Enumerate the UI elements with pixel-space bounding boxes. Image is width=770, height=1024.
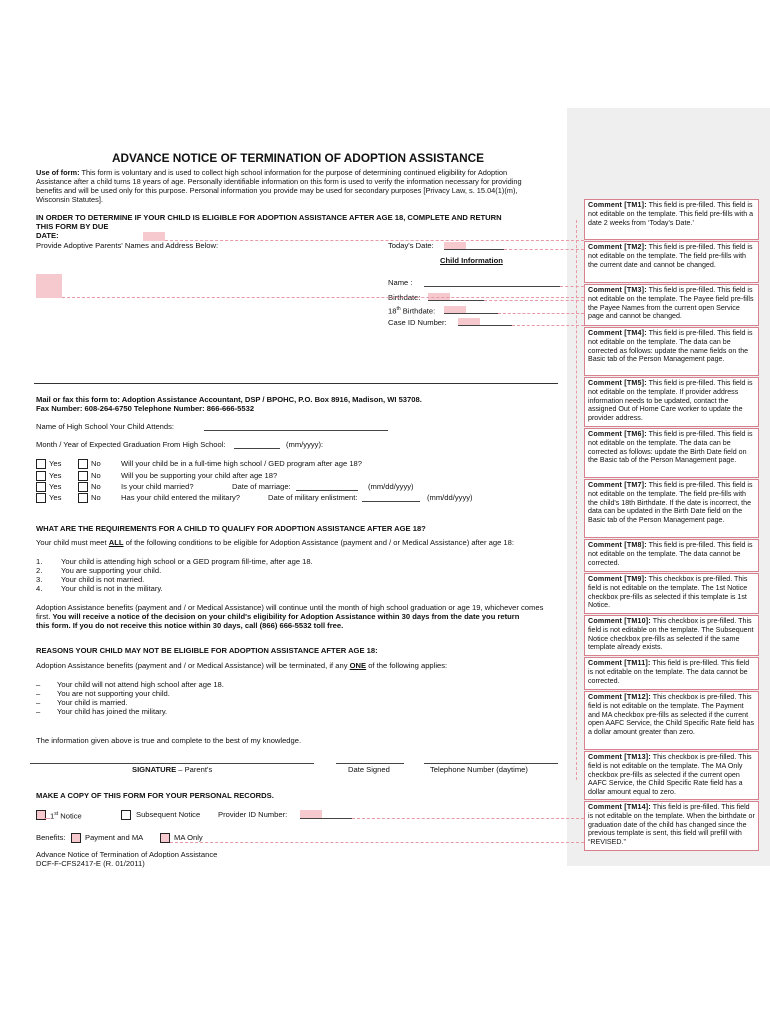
graduation-label: Month / Year of Expected Graduation From High School: bbox=[36, 440, 226, 449]
req-num-3: 3. bbox=[36, 575, 43, 584]
no-label: No bbox=[91, 482, 101, 491]
comment-label: Comment [TM4]: bbox=[588, 329, 647, 337]
comment-text: This checkbox is pre-filled. This field is not editable on the template. The Payment and MA checkbox pre-fills as selected if the current open AAFC Service, the Child Specific Rate field has a dollar amount greater than zero. bbox=[588, 693, 754, 737]
footer-form-number: DCF-F-CFS2417-E (R. 01/2011) bbox=[36, 859, 145, 868]
signature-label bbox=[132, 765, 212, 774]
connector bbox=[62, 297, 584, 298]
enlistment-date-unit: (mm/dd/yyyy) bbox=[427, 493, 473, 502]
comment-label: Comment [TM14]: bbox=[588, 803, 651, 811]
graduation-field[interactable] bbox=[234, 448, 280, 449]
provider-id-field[interactable] bbox=[300, 810, 322, 818]
n1-sup: st bbox=[54, 811, 59, 817]
n1-rest: Notice bbox=[58, 811, 82, 821]
comment-text: This field is pre-filled. This field is not editable on the template. The field pre-fills with the current date and cannot be changed. bbox=[588, 243, 753, 269]
connector bbox=[560, 286, 584, 287]
b18-rest: Birthdate: bbox=[400, 306, 436, 316]
comment-label: Comment [TM8]: bbox=[588, 541, 647, 549]
comment-tm2 bbox=[584, 241, 759, 283]
case-id-label: Case ID Number: bbox=[388, 318, 447, 327]
comment-text: This checkbox is pre-filled. This field is not editable on the template. The MA Only checkbox pre-fills as selected if the current open AAFC Service, the Child Specific Rate field has a dollar amount equal to zero. bbox=[588, 753, 752, 797]
comment-tm4 bbox=[584, 327, 759, 376]
q3-yes-checkbox[interactable] bbox=[36, 482, 46, 492]
comment-label: Comment [TM10]: bbox=[588, 617, 651, 625]
copy-notice: MAKE A COPY OF THIS FORM FOR YOUR PERSONAL RECORDS. bbox=[36, 791, 274, 800]
yes-label: Yes bbox=[49, 493, 62, 502]
b18-num: 18 bbox=[388, 306, 397, 316]
req-text-3: Your child is not married. bbox=[61, 575, 145, 584]
question-2: Will you be supporting your child after age 18? bbox=[121, 471, 278, 480]
connector bbox=[498, 313, 584, 314]
use-text-4: Wisconsin Statutes]. bbox=[36, 195, 103, 204]
connector bbox=[165, 240, 584, 241]
name-line[interactable] bbox=[424, 286, 560, 287]
subsequent-notice-label: Subsequent Notice bbox=[136, 810, 201, 819]
req-num-2: 2. bbox=[36, 566, 43, 575]
comment-label: Comment [TM7]: bbox=[588, 481, 647, 489]
reasons-pre: Adoption Assistance benefits (payment and / or Medical Assistance) will be terminated, if any bbox=[36, 661, 350, 670]
q2-no-checkbox[interactable] bbox=[78, 471, 88, 481]
reasons-intro bbox=[36, 661, 447, 670]
first-notice-label bbox=[50, 810, 82, 821]
comment-tm1 bbox=[584, 199, 759, 240]
provider-id-line bbox=[300, 818, 352, 819]
yes-label: Yes bbox=[49, 482, 62, 491]
sig-rest: – Parent's bbox=[176, 765, 213, 774]
subsequent-notice-checkbox[interactable] bbox=[121, 810, 131, 820]
connector bbox=[576, 220, 577, 780]
high-school-field[interactable] bbox=[204, 430, 388, 431]
comment-text: This checkbox is pre-filled. This field is not editable on the template. The 1st Notice checkbox pre-fills as selected if this template is 1st Notice. bbox=[588, 575, 748, 610]
req-post: of the following conditions to be eligible for Adoption Assistance (payment and / or Medical Assistance) after age 18: bbox=[123, 538, 514, 547]
due-date-label: DATE: bbox=[36, 231, 59, 240]
comment-label: Comment [TM6]: bbox=[588, 430, 647, 438]
q1-no-checkbox[interactable] bbox=[78, 459, 88, 469]
due-date-field[interactable] bbox=[143, 232, 165, 241]
comment-text: This field is pre-filled. This field is not editable on the template. The field pre-fills with the child's 18th Birthdate. If the date is incorrect, the data can be updated in the Birth Date field on the Basic tab of the Person Management page. bbox=[588, 481, 753, 525]
connector bbox=[170, 842, 584, 843]
comment-tm5 bbox=[584, 377, 759, 427]
birthdate-18-label bbox=[388, 305, 435, 316]
requirements-intro bbox=[36, 538, 514, 547]
connector bbox=[484, 300, 584, 301]
comment-tm8 bbox=[584, 539, 759, 572]
mail-line-2: Fax Number: 608-264-6750 Telephone Number: 866-666-5532 bbox=[36, 404, 255, 413]
benefits-label: Benefits: bbox=[36, 833, 66, 842]
cont-2b: You will receive a notice of the decision on your child's eligibility for Adoption Assistance within 30 days from the date you return bbox=[52, 612, 520, 621]
reason-text-3: Your child is married. bbox=[57, 698, 128, 707]
todays-date-label: Today's Date: bbox=[388, 241, 434, 250]
comment-text: This field is pre-filled. This field is not editable on the template. The data can be corrected as follows: update the name fields on the Basic tab of the Person Management page. bbox=[588, 329, 753, 364]
comment-tm6 bbox=[584, 428, 759, 478]
no-label: No bbox=[91, 471, 101, 480]
use-label: Use of form: bbox=[36, 168, 80, 177]
connector bbox=[44, 818, 50, 819]
continue-2 bbox=[36, 612, 519, 621]
marriage-date-field[interactable] bbox=[296, 490, 358, 491]
requirements-heading: WHAT ARE THE REQUIREMENTS FOR A CHILD TO QUALIFY FOR ADOPTION ASSISTANCE AFTER AGE 18? bbox=[36, 524, 426, 533]
provide-label: Provide Adoptive Parents' Names and Address Below: bbox=[36, 241, 219, 250]
no-label: No bbox=[91, 493, 101, 502]
connector bbox=[512, 325, 584, 326]
req-text-1: Your child is attending high school or a GED program fill-time, after age 18. bbox=[61, 557, 313, 566]
ma-only-checkbox[interactable] bbox=[160, 833, 170, 843]
yes-label: Yes bbox=[49, 471, 62, 480]
use-text-2: Assistance after a child turns 18 years of age. Personally identifiable information on this form is used to verify the information necessary for providing bbox=[36, 177, 522, 186]
comment-label: Comment [TM11]: bbox=[588, 659, 651, 667]
marriage-date-label: Date of marriage: bbox=[232, 482, 291, 491]
comment-label: Comment [TM13]: bbox=[588, 753, 651, 761]
comment-tm12 bbox=[584, 691, 759, 750]
question-4: Has your child entered the military? bbox=[121, 493, 241, 502]
q4-yes-checkbox[interactable] bbox=[36, 493, 46, 503]
comment-tm3 bbox=[584, 284, 759, 326]
date-signed-label: Date Signed bbox=[348, 765, 390, 774]
comment-label: Comment [TM5]: bbox=[588, 379, 647, 387]
reason-dash-1: – bbox=[36, 680, 41, 689]
comment-tm7 bbox=[584, 479, 759, 538]
comment-tm9 bbox=[584, 573, 759, 614]
page-title: ADVANCE NOTICE OF TERMINATION OF ADOPTION ASSISTANCE bbox=[112, 151, 485, 165]
signature-line[interactable] bbox=[30, 763, 314, 764]
comment-label: Comment [TM2]: bbox=[588, 243, 647, 251]
instruction-1: IN ORDER TO DETERMINE IF YOUR CHILD IS ELIGIBLE FOR ADOPTION ASSISTANCE AFTER AGE 18, COMPLETE AND RETURN bbox=[36, 213, 502, 222]
divider bbox=[34, 383, 558, 384]
reason-dash-3: – bbox=[36, 698, 41, 707]
graduation-unit: (mm/yyyy): bbox=[286, 440, 324, 449]
use-text-3: benefits and will be used only for this purpose. Personal information you provide may be used for secondary purposes [Privacy Law, s. 15.04(1)(m), bbox=[36, 186, 518, 195]
date-signed-line[interactable] bbox=[336, 763, 404, 764]
birthdate-line bbox=[428, 300, 484, 301]
comment-text: This field is pre-filled. This field is not editable on the template. The data cannot be corrected. bbox=[588, 659, 750, 685]
telephone-line[interactable] bbox=[424, 763, 558, 764]
comment-label: Comment [TM1]: bbox=[588, 201, 647, 209]
enlistment-date-label: Date of military enlistment: bbox=[268, 493, 358, 502]
use-text-1: This form is voluntary and is used to collect high school information for the purpose of determining continued eligibility for Adoption bbox=[81, 168, 508, 177]
req-all: ALL bbox=[108, 538, 124, 547]
q1-yes-checkbox[interactable] bbox=[36, 459, 46, 469]
attestation: The information given above is true and complete to the best of my knowledge. bbox=[36, 736, 302, 745]
connector bbox=[504, 249, 584, 250]
comment-text: This field is pre-filled. This field is not editable on the template. If provider address information needs to be updated, contact the assigned Out of Home Care worker to update the provider address. bbox=[588, 379, 753, 423]
reason-dash-4: – bbox=[36, 707, 41, 716]
ma-only-label: MA Only bbox=[174, 833, 203, 842]
continue-1: Adoption Assistance benefits (payment and / or Medical Assistance) will continue until the month of high school graduation or age 19, whichever comes bbox=[36, 603, 544, 612]
comment-tm10 bbox=[584, 615, 759, 656]
sig-bold: SIGNATURE bbox=[132, 765, 177, 774]
name-label: Name : bbox=[388, 278, 413, 287]
q2-yes-checkbox[interactable] bbox=[36, 471, 46, 481]
comment-text: This checkbox is pre-filled. This field is not editable on the template. The Subsequent Notice checkbox pre-fills as selected if the same template already exists. bbox=[588, 617, 754, 652]
comment-text: This field is pre-filled. This field is not editable on the template. When the birthdate or graduation date of the child has changed since the previous template is sent, this field will prefill with “REVISED.” bbox=[588, 803, 755, 847]
comment-tm11 bbox=[584, 657, 759, 690]
child-info-heading: Child Information bbox=[440, 256, 503, 265]
marriage-date-unit: (mm/dd/yyyy) bbox=[368, 482, 414, 491]
comment-tm14 bbox=[584, 801, 759, 851]
req-pre: Your child must meet bbox=[36, 538, 109, 547]
todays-date-line bbox=[444, 249, 504, 250]
instruction-2: THIS FORM BY DUE bbox=[36, 222, 109, 231]
comment-label: Comment [TM9]: bbox=[588, 575, 647, 583]
parent-names-field[interactable] bbox=[36, 274, 62, 298]
cont-2a: first. bbox=[36, 612, 53, 621]
req-num-1: 1. bbox=[36, 557, 43, 566]
q3-no-checkbox[interactable] bbox=[78, 482, 88, 492]
comment-label: Comment [TM3]: bbox=[588, 286, 647, 294]
reasons-one: ONE bbox=[349, 661, 367, 670]
b18-sup: th bbox=[396, 306, 401, 312]
mail-line-1: Mail or fax this form to: Adoption Assistance Accountant, DSP / BPOHC, P.O. Box 8916, Madison, WI 53708. bbox=[36, 395, 422, 404]
comment-text: This field is pre-filled. This field is not editable on the template. The Payee field pre-fills the Payee Names from the current open Service page and cannot be changed. bbox=[588, 286, 754, 321]
no-label: No bbox=[91, 459, 101, 468]
provider-id-label: Provider ID Number: bbox=[218, 810, 288, 819]
req-num-4: 4. bbox=[36, 584, 43, 593]
reasons-post: of the following applies: bbox=[366, 661, 448, 670]
req-text-2: You are supporting your child. bbox=[61, 566, 162, 575]
continue-3: this form. If you do not receive this notice within 30 days, call (866) 666-5532 toll free. bbox=[36, 621, 344, 630]
telephone-label: Telephone Number (daytime) bbox=[430, 765, 528, 774]
case-id-line bbox=[458, 325, 512, 326]
birthdate-18-line bbox=[444, 313, 498, 314]
yes-label: Yes bbox=[49, 459, 62, 468]
enlistment-date-field[interactable] bbox=[362, 501, 420, 502]
comment-tm13 bbox=[584, 751, 759, 800]
payment-ma-checkbox[interactable] bbox=[71, 833, 81, 843]
q4-no-checkbox[interactable] bbox=[78, 493, 88, 503]
high-school-label: Name of High School Your Child Attends: bbox=[36, 422, 175, 431]
connector bbox=[352, 818, 584, 819]
comment-text: This field is pre-filled. This field is not editable on the template. The data can be corrected as follows: update the Birth Date field on the Basic tab of the Person Management page. bbox=[588, 430, 753, 465]
reason-dash-2: – bbox=[36, 689, 41, 698]
payment-ma-label: Payment and MA bbox=[85, 833, 144, 842]
question-3: Is your child married? bbox=[121, 482, 194, 491]
reasons-heading: REASONS YOUR CHILD MAY NOT BE ELIGIBLE FOR ADOPTION ASSISTANCE AFTER AGE 18: bbox=[36, 646, 378, 655]
reason-text-1: Your child will not attend high school after age 18. bbox=[57, 680, 224, 689]
reason-text-4: Your child has joined the military. bbox=[57, 707, 168, 716]
n1: 1 bbox=[50, 811, 55, 821]
comment-text: This field is pre-filled. This field is not editable on the template. The data cannot be corrected. bbox=[588, 541, 753, 567]
footer-title: Advance Notice of Termination of Adoption Assistance bbox=[36, 850, 218, 859]
comment-label: Comment [TM12]: bbox=[588, 693, 651, 701]
use-of-form bbox=[36, 168, 556, 177]
reason-text-2: You are not supporting your child. bbox=[57, 689, 170, 698]
req-text-4: Your child is not in the military. bbox=[61, 584, 163, 593]
question-1: Will your child be in a full-time high school / GED program after age 18? bbox=[121, 459, 363, 468]
comment-text: This field is pre-filled. This field is not editable on the template. This field pre-fills with a date 2 weeks from ‘Today’s Date.’ bbox=[588, 201, 754, 227]
birthdate-label: Birthdate: bbox=[388, 293, 421, 302]
